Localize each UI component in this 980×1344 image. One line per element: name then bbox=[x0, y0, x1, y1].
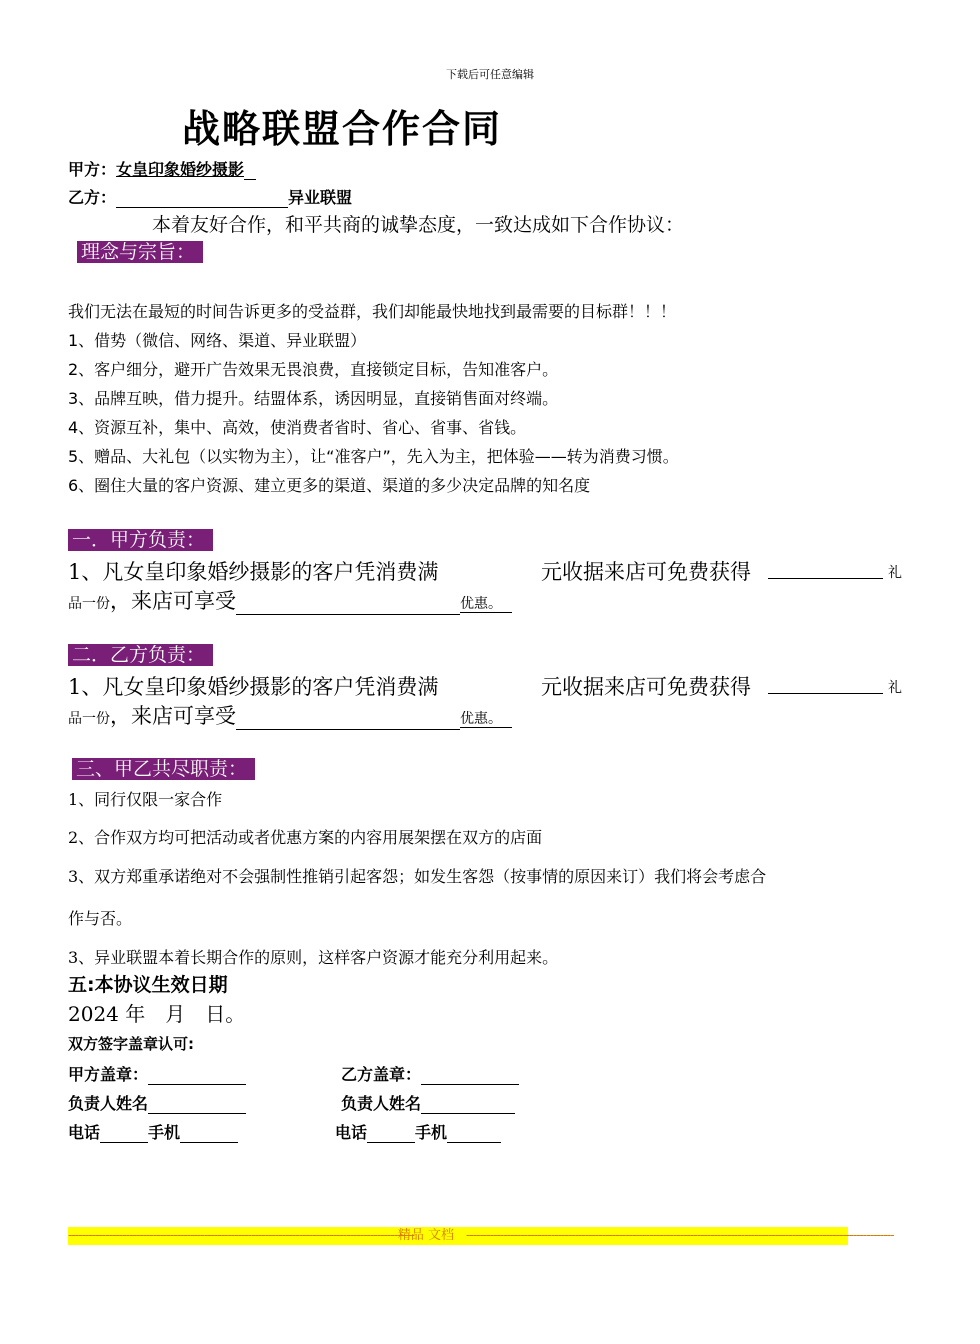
section1-discount: 优惠。 bbox=[460, 596, 512, 613]
party-a-phone-blank bbox=[100, 1126, 148, 1143]
concept-item: 2、客户细分，避开广告效果无畏浪费，直接锁定目标，告知准客户。 bbox=[68, 360, 559, 379]
section3-item: 1、同行仅限一家合作 bbox=[68, 790, 223, 809]
concept-item: 1、借势（微信、网络、渠道、异业联盟） bbox=[68, 331, 367, 350]
party-b-seal-label: 乙方盖章： bbox=[341, 1065, 422, 1084]
section1-gift-blank bbox=[768, 560, 883, 579]
section2-line-2 bbox=[68, 700, 512, 730]
party-b-person-line bbox=[341, 1091, 515, 1114]
section2-line-c: ，来店可享受 bbox=[110, 704, 236, 728]
party-b-person-label: 负责人姓名 bbox=[341, 1094, 422, 1113]
party-a-person-label: 负责人姓名 bbox=[68, 1094, 149, 1113]
footer-bar bbox=[68, 1227, 894, 1245]
party-a-name: 女皇印象婚纱摄影 bbox=[116, 160, 245, 179]
party-b-name: 异业联盟 bbox=[288, 188, 353, 207]
party-b-line bbox=[68, 185, 352, 208]
section1-line-2 bbox=[68, 585, 512, 615]
footer-text: 精品 文档 bbox=[397, 1228, 455, 1243]
section1-discount-blank bbox=[236, 594, 460, 615]
section3-item-cont: 作与否。 bbox=[68, 909, 133, 928]
section2-gift-tail: 礼 bbox=[888, 680, 902, 696]
section1-heading: 一．甲方负责： bbox=[68, 529, 213, 551]
intro-text: 本着友好合作，和平共商的诚挚态度，一致达成如下合作协议： bbox=[152, 214, 685, 236]
concept-item: 6、圈住大量的客户资源、建立更多的渠道、渠道的多少决定品牌的知名度 bbox=[68, 476, 591, 495]
concept-lead: 我们无法在最短的时间告诉更多的受益群，我们却能最快地找到最需要的目标群！！！ bbox=[68, 302, 677, 321]
section2-heading: 二．乙方负责： bbox=[68, 644, 213, 666]
party-b-mobile-blank bbox=[447, 1126, 501, 1143]
document-title: 战略联盟合作合同 bbox=[182, 107, 503, 151]
section3-item: 2、合作双方均可把活动或者优惠方案的内容用展架摆在双方的店面 bbox=[68, 828, 543, 847]
section1-line-a: 1、凡女皇印象婚纱摄影的客户凭消费满 bbox=[68, 560, 439, 584]
party-b-person-blank bbox=[421, 1097, 515, 1114]
section2-gift-blank bbox=[768, 675, 883, 694]
party-b-blank bbox=[116, 189, 288, 208]
section2-line-a: 1、凡女皇印象婚纱摄影的客户凭消费满 bbox=[68, 675, 439, 699]
party-a-name-underline bbox=[244, 179, 256, 180]
concept-item: 4、资源互补，集中、高效，使消费者省时、省心、省事、省钱。 bbox=[68, 418, 527, 437]
footer-dash-left: ------------------------------------------------------------------------------------------------------ bbox=[68, 1228, 415, 1243]
party-a-seal-label: 甲方盖章： bbox=[68, 1065, 149, 1084]
concept-item: 5、赠品、大礼包（以实物为主），让“准客户”，先入为主，把体验——转为消费习惯。 bbox=[68, 447, 679, 466]
party-a-person-line bbox=[68, 1091, 246, 1114]
party-b-phone-blank bbox=[367, 1126, 415, 1143]
party-a-seal-blank bbox=[148, 1068, 246, 1085]
party-a-contact-line bbox=[68, 1120, 238, 1143]
effective-heading: 五:本协议生效日期 bbox=[68, 974, 228, 996]
section1-line-b: 元收据来店可免费获得 bbox=[541, 560, 751, 584]
party-b-label: 乙方： bbox=[68, 188, 117, 207]
section3-item: 3、双方郑重承诺绝对不会强制性推销引起客怨；如发生客怨（按事情的原因来订）我们将会考虑合 bbox=[68, 867, 767, 886]
section2-discount-blank bbox=[236, 709, 460, 730]
section2-line-b: 元收据来店可免费获得 bbox=[541, 675, 751, 699]
party-a-person-blank bbox=[148, 1097, 246, 1114]
party-a-label: 甲方： bbox=[68, 160, 117, 179]
footer-dash-right: ------------------------------------------------------------------------------------------------------------------------------ bbox=[466, 1228, 894, 1243]
concept-item: 3、品牌互映，借力提升。结盟体系，诱因明显，直接销售面对终端。 bbox=[68, 389, 559, 408]
party-b-mobile-label: 手机 bbox=[415, 1123, 448, 1142]
concept-heading: 理念与宗旨： bbox=[77, 241, 203, 263]
header-note: 下载后可任意编辑 bbox=[446, 68, 534, 81]
effective-date: 2024 年 月 日。 bbox=[68, 1002, 246, 1026]
signatures-heading: 双方签字盖章认可: bbox=[68, 1035, 194, 1053]
party-b-seal-blank bbox=[421, 1068, 519, 1085]
section2-gift-head: 品一份 bbox=[68, 711, 110, 727]
section3-item: 3、异业联盟本着长期合作的原则，这样客户资源才能充分利用起来。 bbox=[68, 948, 559, 967]
party-a-mobile-label: 手机 bbox=[148, 1123, 181, 1142]
section3-heading: 三、甲乙共尽职责： bbox=[72, 758, 255, 780]
section1-gift-tail: 礼 bbox=[888, 565, 902, 581]
party-b-phone-label: 电话 bbox=[335, 1123, 368, 1142]
section1-line-c: ，来店可享受 bbox=[110, 589, 236, 613]
section1-gift-head: 品一份 bbox=[68, 596, 110, 612]
section2-discount: 优惠。 bbox=[460, 711, 512, 728]
party-b-contact-line bbox=[335, 1120, 501, 1143]
party-a-phone-label: 电话 bbox=[68, 1123, 101, 1142]
party-a-mobile-blank bbox=[180, 1126, 238, 1143]
party-a-line bbox=[68, 157, 256, 180]
party-a-seal-line bbox=[68, 1062, 246, 1085]
party-b-seal-line bbox=[341, 1062, 519, 1085]
